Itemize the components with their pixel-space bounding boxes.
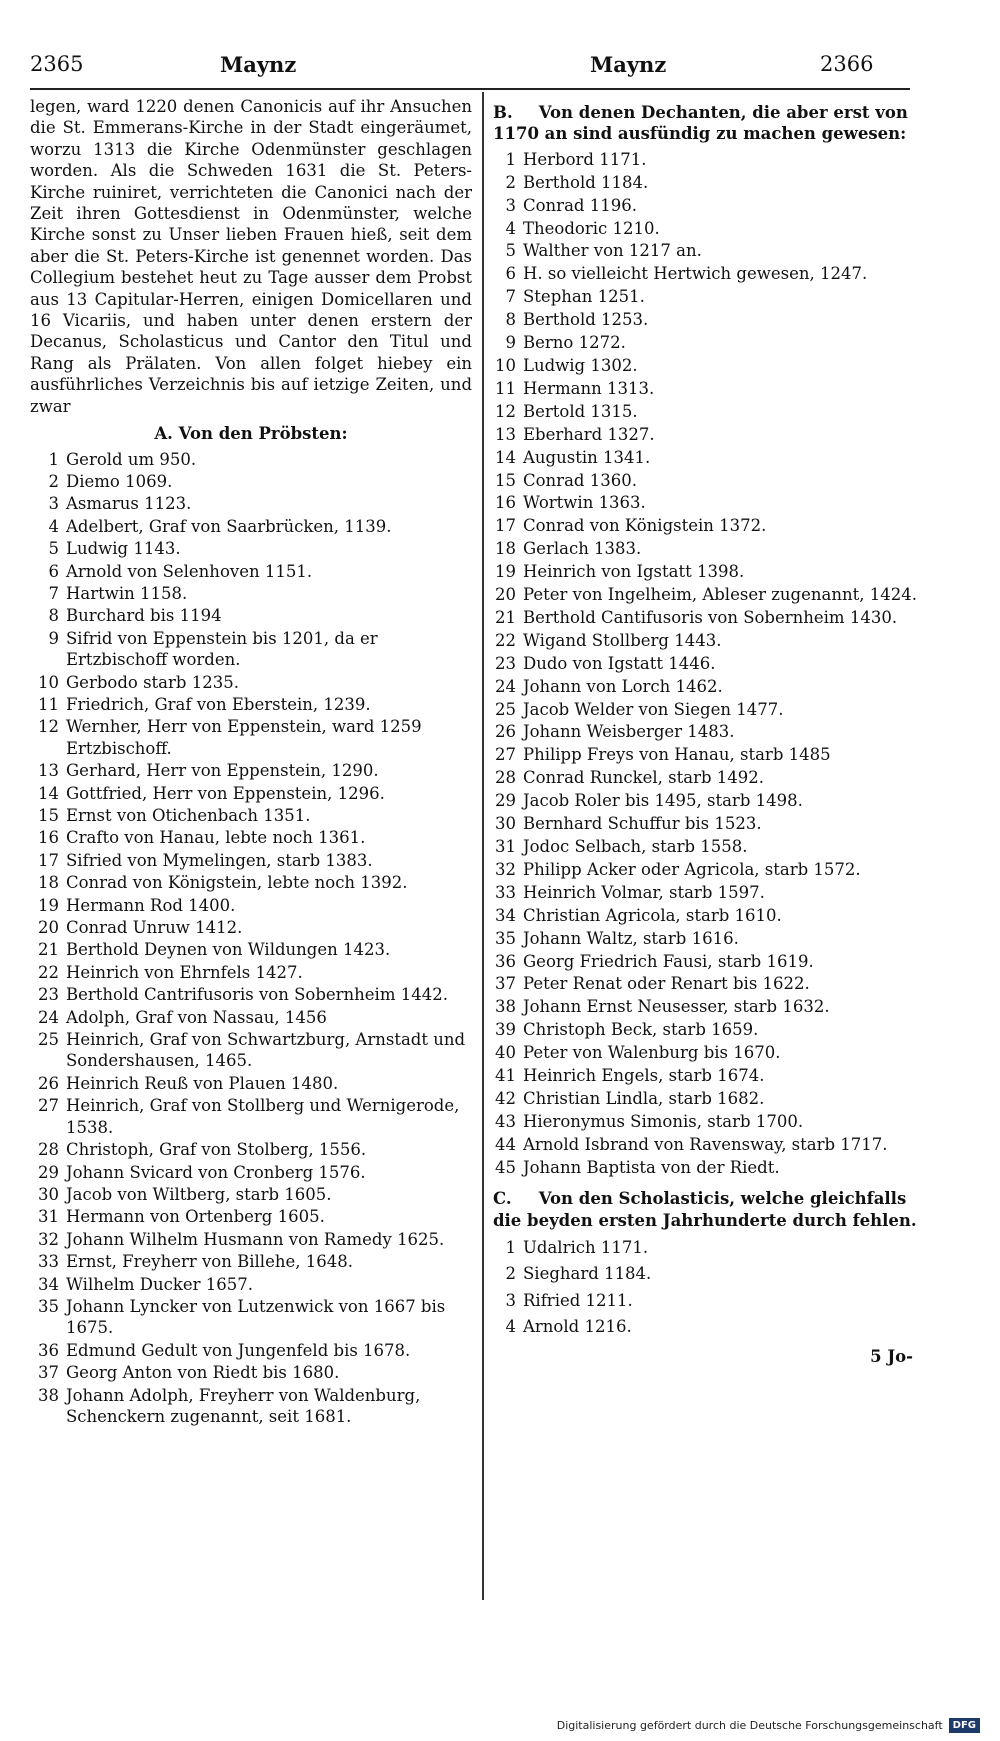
list-entry (493, 149, 923, 170)
list-entry (30, 538, 472, 559)
list-entry (493, 836, 923, 857)
entry-text: Augustin 1341. (523, 447, 651, 467)
section-c-list (493, 1237, 923, 1338)
entry-text: Stephan 1251. (523, 287, 645, 307)
list-entry (493, 561, 923, 582)
entry-number: 20 (495, 585, 516, 605)
entry-text: Heinrich Reuß von Plauen 1480. (66, 1073, 339, 1093)
entry-text: Heinrich Volmar, starb 1597. (523, 882, 765, 902)
list-entry (30, 783, 472, 804)
entry-number: 8 (48, 606, 59, 626)
entry-text: Arnold von Selenhoven 1151. (66, 561, 313, 581)
entry-number: 23 (38, 985, 59, 1005)
entry-number: 23 (495, 653, 516, 673)
list-entry (30, 827, 472, 848)
list-entry (493, 996, 923, 1017)
list-entry (30, 895, 472, 916)
entry-text: Johann Svicard von Cronberg 1576. (66, 1162, 366, 1182)
entry-number: 14 (38, 783, 59, 803)
entry-number: 28 (495, 768, 516, 788)
list-entry (30, 605, 472, 626)
list-entry (30, 1007, 472, 1028)
list-entry (493, 905, 923, 926)
entry-text: Heinrich, Graf von Schwartzburg, Arnstadt und Sondershausen, 1465. (66, 1030, 466, 1071)
list-entry (493, 882, 923, 903)
list-entry (30, 471, 472, 492)
entry-number: 3 (505, 1290, 516, 1310)
list-entry (30, 850, 472, 871)
digitization-footer (557, 1718, 980, 1733)
list-entry (493, 332, 923, 353)
list-entry (493, 515, 923, 536)
list-entry (493, 492, 923, 513)
entry-text: Conrad von Königstein, lebte noch 1392. (66, 873, 408, 893)
entry-text: Rifried 1211. (523, 1290, 633, 1310)
section-c-title: Von den Scholasticis, welche gleichfalls die beyden ersten Jahrhunderte durch fehlen. (493, 1189, 917, 1230)
left-page-number: 2365 (30, 52, 84, 76)
entry-number: 34 (495, 905, 516, 925)
entry-text: Heinrich von Ehrnfels 1427. (66, 962, 303, 982)
header-rule (30, 88, 910, 90)
entry-text: Berthold Cantifusoris von Sobernheim 1430. (523, 607, 898, 627)
list-entry (30, 805, 472, 826)
entry-text: Johann Adolph, Freyherr von Waldenburg, Schenckern zugenannt, seit 1681. (66, 1385, 421, 1426)
entry-text: Sieghard 1184. (523, 1264, 652, 1284)
list-entry (493, 263, 923, 284)
list-entry (493, 744, 923, 765)
entry-text: Sifried von Mymelingen, starb 1383. (66, 850, 373, 870)
list-entry (30, 672, 472, 693)
entry-text: Heinrich, Graf von Stollberg und Wernigerode, 1538. (66, 1096, 460, 1137)
list-entry (493, 676, 923, 697)
entry-number: 34 (38, 1274, 59, 1294)
entry-number: 6 (505, 264, 516, 284)
entry-number: 7 (48, 583, 59, 603)
list-entry (493, 1134, 923, 1155)
entry-number: 4 (48, 516, 59, 536)
left-column (30, 96, 472, 1428)
page-header (30, 52, 930, 88)
entry-text: Friedrich, Graf von Eberstein, 1239. (66, 694, 371, 714)
entry-number: 40 (495, 1043, 516, 1063)
entry-text: Wigand Stollberg 1443. (523, 630, 722, 650)
right-page-number: 2366 (820, 52, 874, 76)
list-entry (30, 716, 472, 759)
entry-text: Berno 1272. (523, 333, 626, 353)
entry-text: Jacob von Wiltberg, starb 1605. (66, 1184, 332, 1204)
entry-number: 11 (495, 378, 516, 398)
entry-number: 6 (48, 561, 59, 581)
entry-text: Walther von 1217 an. (523, 241, 702, 261)
list-entry (30, 984, 472, 1005)
list-entry (493, 286, 923, 307)
entry-text: Jacob Roler bis 1495, starb 1498. (523, 791, 803, 811)
entry-number: 1 (505, 149, 516, 169)
entry-number: 42 (495, 1088, 516, 1108)
section-b-heading (493, 102, 923, 145)
list-entry (493, 790, 923, 811)
entry-number: 10 (495, 355, 516, 375)
entry-number: 17 (495, 516, 516, 536)
list-entry (493, 928, 923, 949)
entry-number: 35 (38, 1296, 59, 1316)
entry-text: Gerbodo starb 1235. (66, 672, 239, 692)
entry-text: Hermann Rod 1400. (66, 895, 236, 915)
entry-number: 26 (495, 722, 516, 742)
entry-number: 11 (38, 694, 59, 714)
entry-text: Ernst, Freyherr von Billehe, 1648. (66, 1252, 353, 1272)
list-entry (30, 449, 472, 470)
entry-number: 15 (495, 470, 516, 490)
entry-text: Conrad 1360. (523, 470, 637, 490)
list-entry (493, 447, 923, 468)
entry-number: 19 (495, 562, 516, 582)
list-entry (493, 1065, 923, 1086)
list-entry (493, 584, 923, 605)
list-entry (493, 653, 923, 674)
list-entry (493, 767, 923, 788)
entry-text: Ludwig 1143. (66, 539, 181, 559)
entry-number: 4 (505, 1317, 516, 1337)
catchword: 5 Jo- (870, 1346, 913, 1366)
entry-text: Crafto von Hanau, lebte noch 1361. (66, 828, 366, 848)
list-entry (493, 1088, 923, 1109)
entry-text: Johann Waltz, starb 1616. (523, 928, 739, 948)
entry-text: Christoph Beck, starb 1659. (523, 1020, 759, 1040)
entry-number: 1 (48, 449, 59, 469)
entry-text: Heinrich Engels, starb 1674. (523, 1066, 765, 1086)
entry-number: 15 (38, 806, 59, 825)
entry-number: 16 (38, 828, 59, 848)
entry-number: 18 (38, 873, 59, 893)
list-entry (493, 607, 923, 628)
list-entry (493, 309, 923, 330)
entry-number: 37 (38, 1363, 59, 1383)
footer-credit: Digitalisierung gefördert durch die Deutsche Forschungsgemeinschaft (556, 1719, 943, 1732)
entry-text: Sifrid von Eppenstein bis 1201, da er Ertzbischoff worden. (66, 628, 378, 670)
entry-number: 5 (48, 539, 59, 559)
list-entry (493, 699, 923, 720)
entry-number: 18 (495, 539, 516, 559)
list-entry (493, 1157, 923, 1178)
entry-number: 30 (38, 1184, 59, 1204)
list-entry (30, 628, 472, 671)
entry-number: 9 (48, 628, 59, 648)
entry-number: 5 (505, 241, 516, 261)
entry-text: Hermann 1313. (523, 378, 655, 398)
list-entry (30, 1206, 472, 1227)
entry-text: Georg Anton von Riedt bis 1680. (66, 1363, 340, 1383)
list-entry (493, 195, 923, 216)
section-a-heading: A. Von den Pröbsten: (154, 424, 348, 444)
list-entry (30, 583, 472, 604)
list-entry (30, 1139, 472, 1160)
entry-number: 38 (38, 1385, 59, 1405)
list-entry (30, 872, 472, 893)
entry-text: Johann von Lorch 1462. (523, 676, 723, 696)
entry-text: Christoph, Graf von Stolberg, 1556. (66, 1140, 367, 1160)
list-entry (493, 240, 923, 261)
entry-number: 28 (38, 1140, 59, 1160)
entry-number: 12 (495, 401, 516, 421)
list-entry (30, 1162, 472, 1183)
entry-text: Arnold 1216. (523, 1317, 632, 1337)
list-entry (30, 1340, 472, 1361)
section-a-list (30, 449, 472, 1428)
entry-number: 45 (495, 1157, 516, 1177)
list-entry (493, 470, 923, 491)
list-entry (493, 172, 923, 193)
list-entry (493, 1290, 923, 1311)
entry-number: 17 (38, 850, 59, 870)
entry-number: 33 (495, 882, 516, 902)
list-entry (493, 721, 923, 742)
entry-number: 31 (495, 837, 516, 856)
dfg-logo: DFG (949, 1718, 980, 1733)
entry-number: 21 (495, 607, 516, 627)
list-entry (30, 561, 472, 582)
entry-number: 3 (48, 494, 59, 514)
entry-number: 29 (495, 791, 516, 811)
section-c-marker: C. (493, 1189, 512, 1209)
list-entry (30, 1274, 472, 1295)
entry-text: Edmund Gedult von Jungenfeld bis 1678. (66, 1340, 411, 1360)
list-entry (30, 1184, 472, 1205)
entry-number: 16 (495, 493, 516, 513)
list-entry (30, 962, 472, 983)
entry-number: 38 (495, 997, 516, 1017)
entry-text: Hartwin 1158. (66, 583, 188, 603)
entry-number: 43 (495, 1111, 516, 1131)
list-entry (30, 917, 472, 938)
entry-number: 12 (38, 717, 59, 737)
entry-number: 39 (495, 1020, 516, 1040)
entry-text: Berthold Cantrifusoris von Sobernheim 1442. (66, 985, 448, 1005)
entry-number: 37 (495, 974, 516, 994)
list-entry (30, 939, 472, 960)
entry-number: 10 (38, 672, 59, 692)
entry-number: 2 (505, 172, 516, 192)
entry-number: 33 (38, 1252, 59, 1272)
left-running-title: Maynz (220, 52, 297, 77)
entry-text: Ludwig 1302. (523, 355, 638, 375)
entry-text: Christian Lindla, starb 1682. (523, 1088, 765, 1108)
list-entry (493, 973, 923, 994)
entry-text: Johann Lyncker von Lutzenwick von 1667 bis 1675. (66, 1296, 446, 1338)
entry-text: Diemo 1069. (66, 471, 173, 491)
entry-text: Heinrich von Igstatt 1398. (523, 562, 745, 582)
entry-number: 20 (38, 918, 59, 938)
entry-number: 22 (495, 630, 516, 650)
list-entry (30, 1029, 472, 1072)
entry-number: 22 (38, 962, 59, 982)
entry-text: Ernst von Otichenbach 1351. (66, 806, 311, 825)
entry-number: 41 (495, 1066, 516, 1086)
entry-text: Georg Friedrich Fausi, starb 1619. (523, 951, 814, 971)
entry-text: Philipp Freys von Hanau, starb 1485 (523, 745, 831, 765)
entry-text: Gottfried, Herr von Eppenstein, 1296. (66, 783, 385, 803)
entry-text: Eberhard 1327. (523, 424, 655, 444)
entry-text: Udalrich 1171. (523, 1237, 649, 1257)
list-entry (30, 1073, 472, 1094)
entry-number: 24 (495, 676, 516, 696)
entry-text: Jodoc Selbach, starb 1558. (523, 837, 748, 856)
entry-text: Johann Baptista von der Riedt. (523, 1157, 780, 1177)
entry-text: Bernhard Schuffur bis 1523. (523, 814, 762, 834)
list-entry (30, 1385, 472, 1428)
entry-text: Conrad von Königstein 1372. (523, 516, 767, 536)
entry-text: Peter Renat oder Renart bis 1622. (523, 974, 810, 994)
entry-number: 24 (38, 1007, 59, 1027)
entry-text: Wilhelm Ducker 1657. (66, 1274, 254, 1294)
entry-text: Herbord 1171. (523, 149, 647, 169)
entry-text: Johann Weisberger 1483. (523, 722, 735, 742)
entry-number: 30 (495, 814, 516, 834)
entry-text: Johann Ernst Neusesser, starb 1632. (523, 997, 830, 1017)
entry-number: 2 (505, 1264, 516, 1284)
entry-text: Gerlach 1383. (523, 539, 642, 559)
entry-text: Burchard bis 1194 (66, 606, 222, 626)
intro-paragraph: legen, ward 1220 denen Canonicis auf ihr Ansuchen die St. Emmerans-Kirche in der Stadt eingeräumet, worzu 1313 die Kirche Odenmünster geschlagen worden. Als die Schweden 1631 die St. Peters-Kirche ruiniret, verrichteten die Canonici nach der Zeit ihren Gottesdienst in Odenmünster, welche Kirche sonst zu Unser lieben Frauen hieß, seit dem aber die St. Peters-Kirche ist genennet worden. Das Collegium bestehet heut zu Tage ausser dem Probst aus 13 Capitular-Herren, einigen Domicellaren und 16 Vicariis, und haben unter denen erstern der Decanus, Scholasticus und Cantor den Titul und Rang als Prälaten. Von allen folget hiebey ein ausführliches Verzeichnis bis auf ietzige Zeiten, und zwar (30, 97, 472, 416)
list-entry (493, 859, 923, 880)
entry-text: Berthold 1184. (523, 172, 649, 192)
entry-text: Philipp Acker oder Agricola, starb 1572. (523, 859, 861, 879)
entry-number: 3 (505, 195, 516, 215)
list-entry (493, 1019, 923, 1040)
list-entry (493, 424, 923, 445)
list-entry (493, 1237, 923, 1258)
entry-text: Gerold um 950. (66, 449, 197, 469)
list-entry (30, 760, 472, 781)
entry-number: 44 (495, 1134, 516, 1154)
entry-number: 25 (495, 699, 516, 719)
list-entry (30, 1251, 472, 1272)
entry-text: Berthold 1253. (523, 310, 649, 330)
list-entry (493, 378, 923, 399)
list-entry (493, 630, 923, 651)
right-column (493, 96, 923, 1367)
entry-number: 32 (38, 1229, 59, 1249)
section-b-list (493, 149, 923, 1178)
entry-text: Peter von Walenburg bis 1670. (523, 1043, 781, 1063)
entry-text: Hieronymus Simonis, starb 1700. (523, 1111, 804, 1131)
entry-text: Johann Wilhelm Husmann von Ramedy 1625. (66, 1229, 445, 1249)
list-entry (30, 1362, 472, 1383)
list-entry (30, 1296, 472, 1339)
list-entry (493, 355, 923, 376)
list-entry (493, 538, 923, 559)
list-entry (493, 1111, 923, 1132)
entry-text: Bertold 1315. (523, 401, 638, 421)
entry-number: 14 (495, 447, 516, 467)
entry-text: Gerhard, Herr von Eppenstein, 1290. (66, 761, 379, 781)
right-running-title: Maynz (590, 52, 667, 77)
entry-text: Conrad Runckel, starb 1492. (523, 768, 765, 788)
entry-text: Jacob Welder von Siegen 1477. (523, 699, 784, 719)
list-entry (493, 951, 923, 972)
entry-number: 32 (495, 859, 516, 879)
list-entry (30, 1229, 472, 1250)
list-entry (30, 694, 472, 715)
entry-number: 36 (38, 1340, 59, 1360)
list-entry (493, 401, 923, 422)
entry-number: 26 (38, 1073, 59, 1093)
entry-text: H. so vielleicht Hertwich gewesen, 1247. (523, 264, 868, 284)
entry-number: 29 (38, 1162, 59, 1182)
entry-number: 31 (38, 1207, 59, 1227)
entry-text: Arnold Isbrand von Ravensway, starb 1717. (523, 1134, 888, 1154)
list-entry (493, 813, 923, 834)
entry-number: 13 (38, 761, 59, 781)
entry-text: Christian Agricola, starb 1610. (523, 905, 782, 925)
section-c-heading (493, 1188, 923, 1231)
entry-number: 7 (505, 287, 516, 307)
entry-number: 8 (505, 310, 516, 330)
entry-number: 36 (495, 951, 516, 971)
entry-number: 4 (505, 218, 516, 238)
entry-text: Asmarus 1123. (66, 494, 192, 514)
list-entry (30, 516, 472, 537)
entry-number: 27 (38, 1096, 59, 1116)
entry-text: Hermann von Ortenberg 1605. (66, 1207, 325, 1227)
entry-number: 19 (38, 895, 59, 915)
list-entry (30, 493, 472, 514)
entry-number: 1 (505, 1237, 516, 1257)
entry-text: Conrad Unruw 1412. (66, 918, 243, 938)
list-entry (30, 1095, 472, 1138)
entry-text: Theodoric 1210. (523, 218, 660, 238)
entry-text: Wernher, Herr von Eppenstein, ward 1259 Ertzbischoff. (66, 717, 422, 758)
entry-text: Adelbert, Graf von Saarbrücken, 1139. (66, 516, 392, 536)
section-b-title: Von denen Dechanten, die aber erst von 1170 an sind ausfündig zu machen gewesen: (493, 103, 908, 144)
entry-text: Peter von Ingelheim, Ableser zugenannt, 1424. (523, 585, 917, 605)
entry-number: 2 (48, 471, 59, 491)
column-divider (482, 92, 484, 1600)
list-entry (493, 1042, 923, 1063)
list-entry (493, 218, 923, 239)
entry-number: 9 (505, 333, 516, 353)
entry-text: Dudo von Igstatt 1446. (523, 653, 716, 673)
entry-number: 21 (38, 940, 59, 960)
section-b-marker: B. (493, 103, 513, 122)
entry-number: 27 (495, 745, 516, 765)
entry-text: Adolph, Graf von Nassau, 1456 (66, 1007, 327, 1027)
entry-number: 35 (495, 928, 516, 948)
list-entry (493, 1316, 923, 1337)
entry-text: Conrad 1196. (523, 195, 637, 215)
entry-text: Berthold Deynen von Wildungen 1423. (66, 940, 391, 960)
entry-text: Wortwin 1363. (523, 493, 646, 513)
entry-number: 25 (38, 1030, 59, 1050)
entry-number: 13 (495, 424, 516, 444)
list-entry (493, 1263, 923, 1284)
